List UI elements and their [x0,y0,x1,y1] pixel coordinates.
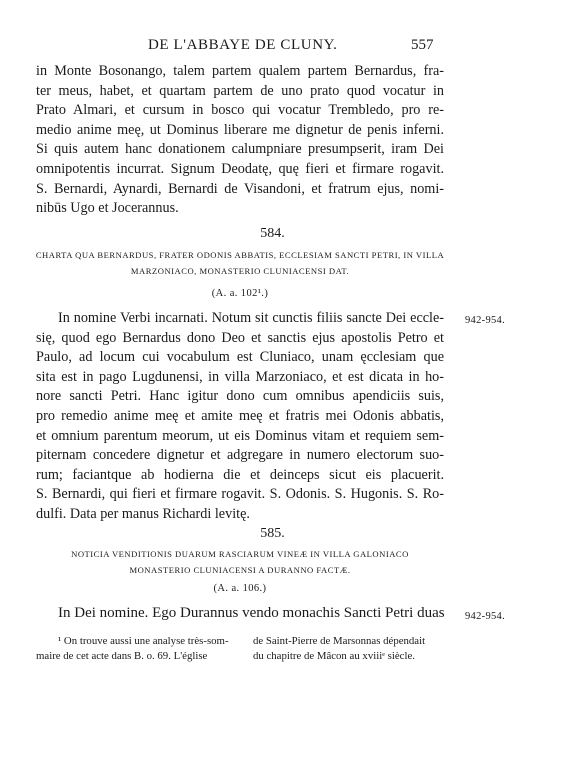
text-line: dulfi. Data per manus Richardi levitę. [36,505,250,522]
charter-date: (A. a. 102¹.) [211,288,269,299]
margin-date: 942-954. [465,611,506,622]
footnote-line: du chapitre de Mâcon au xviiiᵉ siècle. [253,650,415,662]
charter-title-line: NOTICIA VENDITIONIS DUARUM RASCIARUM VINEÆ IN VILLA GALONIACO [71,549,409,559]
footnote-line: ¹ On trouve aussi une analyse très-som- [58,635,229,647]
charter-text [58,604,444,624]
text-line: piternam concedere dignetur et adgregare in numero electorum suo- [36,447,444,464]
charter-title-line: MONASTERIO CLUNIACENSI A DURANNO FACTÆ. [129,565,351,575]
text-line: Si quis autem hanc donationem calumpniare presumpserit, iram Dei [36,141,444,158]
text-line: rum; faciantque ab hodierna die et deinceps sicut eis placuerit. [36,466,444,483]
text-line: nore sancti Petri. Hanc igitur dono cum omnibus apendiciis suis, [36,388,444,405]
footnote-right [253,634,425,664]
running-header: DE L'ABBAYE DE CLUNY. [148,37,338,53]
charter-date: (A. a. 106.) [213,583,267,594]
text-line: In nomine Verbi incarnati. Notum sit cunctis filiis sancte Dei eccle- [58,310,444,326]
text-line: Prato Almari, et cursum in bosco qui vocatur Trembledo, pro re- [36,102,444,119]
text-line: się, quod ego Bernardus dono Deo et sanctis ejus apostolis Petro et [36,329,444,346]
text-line: et omnium parentum meorum, ut eis Dominus vitam et requiem sem- [36,427,444,444]
page-number: 557 [411,37,434,53]
continuation-paragraph [36,62,444,219]
text-line: S. Bernardi, Aynardi, Bernardi de Visandoni, et fratrum ejus, nomi- [36,180,444,197]
footnote-line: de Saint-Pierre de Marsonnas dépendait [253,635,426,647]
footnote-line: maire de cet acte dans B. o. 69. L'église [36,650,208,662]
charter-number: 585. [260,526,285,541]
footnote-left [36,634,229,664]
charter-number: 584. [260,226,285,241]
text-line: medio anime meę, ut Dominus liberare me dignetur de penis inferni. [36,121,444,138]
charter-title-line: MARZONIACO, MONASTERIO CLUNIACENSI DAT. [130,266,350,276]
text-line: S. Bernardi, qui fieri et firmare rogavit. S. Odonis. S. Hugonis. S. Ro- [36,486,444,503]
text-line: omnipotentis incurrat. Signum Deodatę, quę fieri et firmare rogavit. [36,160,444,177]
charter-title [30,546,450,578]
text-line: ter meus, habet, et quartam partem de uno prato quod vocatur in [36,82,444,99]
charter-title [30,247,450,279]
text-line: pro remedio anime meę et amite meę et fratris mei Odonis abbatis, [36,407,444,424]
text-line: nibūs Ugo et Jocerannus. [36,200,179,217]
margin-date: 942-954. [465,315,506,326]
text-line: Paulo, ad locum cui vocabulum est Cluniaco, unam ęcclesiam que [36,349,444,366]
text-line: in Monte Bosonango, talem partem qualem partem Bernardus, fra- [36,63,444,79]
charter-title-line: CHARTA QUA BERNARDUS, FRATER ODONIS ABBATIS, ECCLESIAM SANCTI PETRI, IN VILLA [35,250,445,260]
text-line: sita est in pago Lugdunensi, in villa Marzoniaco, et est dicata in ho- [36,368,444,385]
charter-text [36,309,444,525]
text-line: In Dei nomine. Ego Durannus vendo monachis Sancti Petri duas [58,605,445,621]
